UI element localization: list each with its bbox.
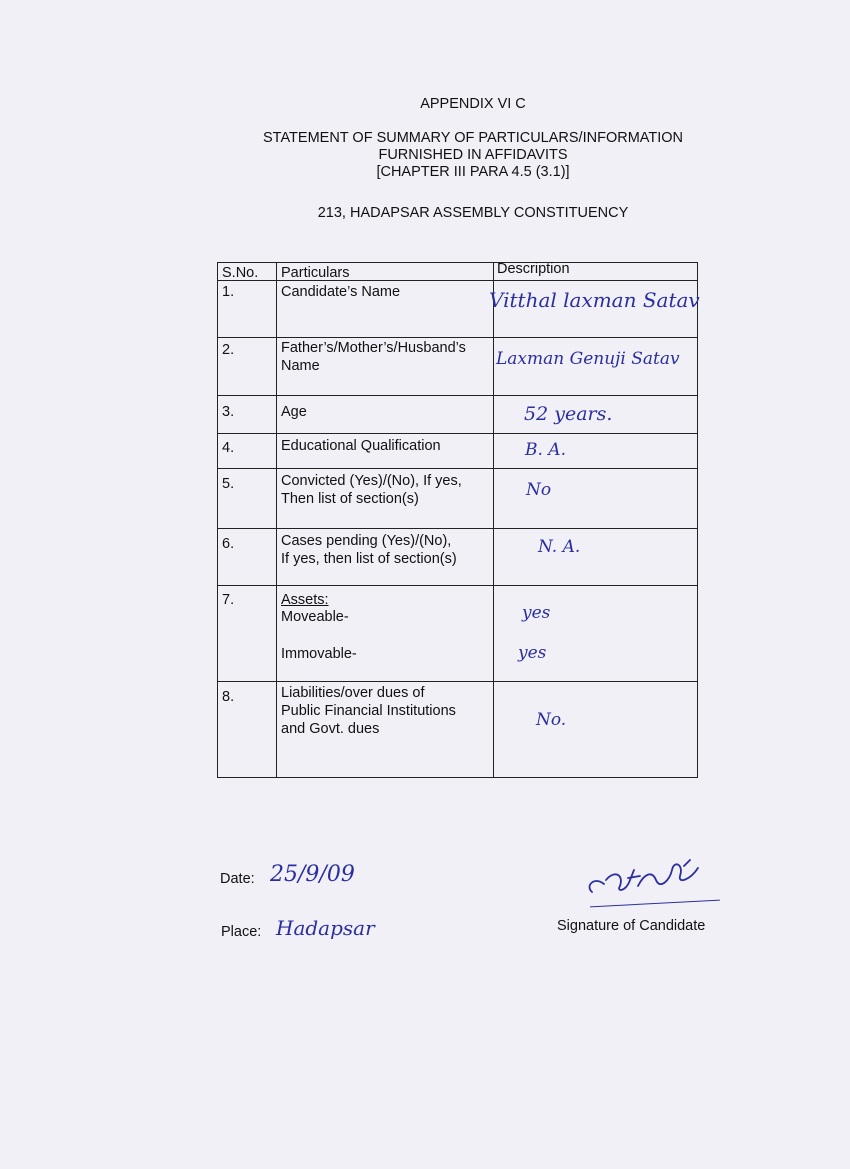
place-label: Place: (221, 924, 262, 940)
column-header-description: Description (497, 261, 570, 277)
row-particular (281, 472, 493, 508)
row-value-handwritten: Laxman Genuji Satav (496, 349, 680, 369)
place-value-handwritten: Hadapsar (276, 916, 375, 940)
table-rule (217, 433, 698, 434)
row-value-handwritten: No (526, 480, 552, 500)
table-rule (217, 528, 698, 529)
table-divider-1 (276, 262, 277, 778)
row-particular-line: Convicted (Yes)/(No), If yes, (281, 473, 462, 489)
statement-line-2: FURNISHED IN AFFIDAVITS (378, 147, 568, 163)
row-sno: 6. (222, 536, 235, 552)
statement-heading (48, 130, 850, 181)
assets-heading: Assets: (281, 592, 329, 608)
signature-label: Signature of Candidate (557, 918, 706, 934)
table-border-left (217, 262, 218, 778)
row-sno: 1. (222, 284, 235, 300)
table-rule (217, 262, 698, 263)
row-value-handwritten: 52 years. (524, 403, 613, 425)
row-sno: 7. (222, 592, 235, 608)
row-value-handwritten: N. A. (538, 537, 581, 557)
row-sno: 4. (222, 440, 235, 456)
table-rule (217, 395, 698, 396)
column-header-sno: S.No. (222, 265, 259, 281)
row-particular (281, 684, 493, 738)
row-particular: Candidate’s Name (281, 284, 401, 300)
statement-line-1: STATEMENT OF SUMMARY OF PARTICULARS/INFORMATION (263, 130, 683, 146)
row-particular: Age (281, 404, 307, 420)
statement-line-3: [CHAPTER III PARA 4.5 (3.1)] (376, 164, 570, 180)
column-header-particulars: Particulars (281, 265, 350, 281)
row-particular (281, 532, 493, 568)
row-particular-line: Father’s/Mother’s/Husband’s (281, 340, 466, 356)
row-value-handwritten: Vitthal laxman Satav (489, 288, 700, 312)
row-particular-line: Cases pending (Yes)/(No), (281, 533, 452, 549)
date-value-handwritten: 25/9/09 (270, 862, 355, 887)
moveable-value-handwritten: yes (522, 603, 551, 623)
date-label: Date: (220, 871, 255, 887)
row-particular-line: and Govt. dues (281, 721, 380, 737)
row-value-handwritten: No. (536, 710, 567, 730)
row-sno: 2. (222, 342, 235, 358)
row-sno: 5. (222, 476, 235, 492)
row-particular (281, 339, 493, 375)
row-particular-line: Then list of section(s) (281, 491, 419, 507)
constituency-title: 213, HADAPSAR ASSEMBLY CONSTITUENCY (317, 205, 629, 221)
table-rule (217, 681, 698, 682)
row-sno: 8. (222, 689, 235, 705)
table-divider-2 (493, 262, 494, 778)
row-particular: Educational Qualification (281, 438, 441, 454)
immovable-label: Immovable- (281, 646, 357, 662)
table-rule (217, 585, 698, 586)
table-rule (217, 337, 698, 338)
table-rule (217, 468, 698, 469)
appendix-title: APPENDIX VI C (420, 96, 526, 112)
signature-scrawl (580, 840, 720, 910)
moveable-label: Moveable- (281, 609, 349, 625)
table-border-right (697, 262, 698, 778)
immovable-value-handwritten: yes (518, 643, 547, 663)
row-value-handwritten: B. A. (525, 440, 566, 460)
row-particular-line: Liabilities/over dues of (281, 685, 425, 701)
table-rule (217, 777, 698, 778)
row-sno: 3. (222, 404, 235, 420)
row-particular-line: Public Financial Institutions (281, 703, 456, 719)
row-particular-line: Name (281, 358, 320, 374)
row-particular-line: If yes, then list of section(s) (281, 551, 457, 567)
